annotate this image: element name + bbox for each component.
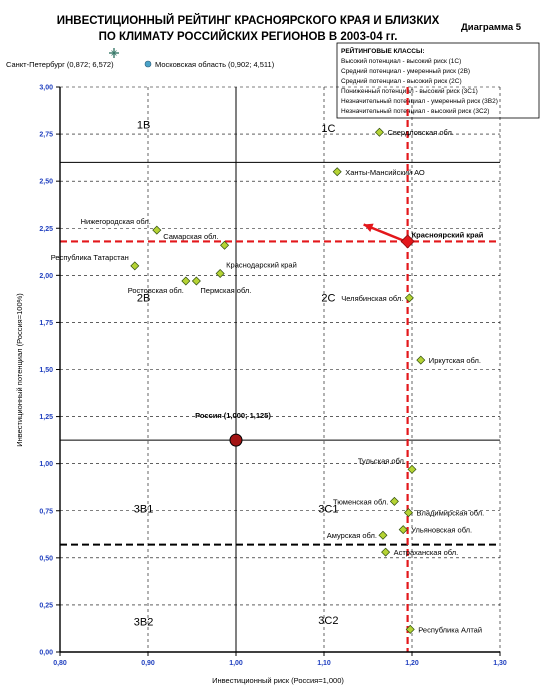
data-point-label: Амурская обл. [326,531,377,541]
chart-title-line1: ИНВЕСТИЦИОННЫЙ РЕЙТИНГ КРАСНОЯРСКОГО КРАЯ И БЛИЗКИХ [56,15,440,27]
zone-label: 1С [321,123,336,136]
y-tick-label: 2,25 [39,225,53,233]
legend-item: Средний потенциал - умеренный риск (2В) [341,68,471,75]
data-point-marker [182,277,190,285]
data-point-label: Краснодарский край [226,260,297,270]
highlight-point-label: Красноярский край [411,230,484,240]
y-tick-label: 2,00 [39,272,53,280]
data-point-marker [404,509,412,517]
outlier-label-mo: Московская область (0,902; 4,511) [155,60,275,69]
data-point-marker [131,262,139,270]
data-point-label: Владимирская обл. [416,508,485,518]
data-point-marker [192,277,200,285]
data-point-marker [382,548,390,556]
data-point-label: Республика Алтай [418,625,483,635]
data-point-label: Астраханская обл. [393,548,459,558]
zone-label: 3С2 [318,614,339,627]
outlier-marker-mo [145,60,275,69]
zone-label: 3В2 [133,616,154,629]
diagram-label: Диаграмма 5 [461,22,522,33]
y-axis-label: Инвестиционный потенциал (Россия=100%) [15,293,24,447]
russia-point-marker [230,434,242,446]
axes [39,85,507,668]
x-tick-label: 0,80 [53,660,67,667]
data-point-marker [408,465,416,473]
data-point-label: Иркутская обл. [428,356,481,366]
data-point-label: Пермская обл. [200,285,252,295]
data-point-label: Свердловская обл. [387,128,454,138]
data-point-label: Ханты-Мансийский АО [345,167,425,177]
y-tick-label: 0,75 [39,508,53,516]
legend-item: Пониженный потенциал - высокий риск (3С1) [341,88,478,95]
zone-label: 3С1 [318,503,339,516]
russia-point-label: Россия (1,000; 1,125) [195,411,271,421]
legend-title: РЕЙТИНГОВЫЕ КЛАССЫ: [341,48,425,55]
legend-item: Незначительный потенциал - высокий риск (3С2) [341,108,490,115]
data-point-label: Нижегородская обл. [80,217,151,227]
x-tick-label: 1,20 [405,660,419,667]
data-point-marker [216,269,224,277]
data-point-label: Ростовская обл. [127,285,184,295]
y-tick-label: 2,75 [39,131,53,139]
y-tick-label: 0,25 [39,602,53,610]
y-tick-label: 1,50 [39,367,53,374]
data-point-marker [153,226,161,234]
y-tick-label: 1,75 [39,319,53,327]
legend [337,43,539,118]
legend-item: Высокий потенциал - высокий риск (1С) [341,58,462,65]
outlier-label-spb: Санкт-Петербург (0,872; 6,572) [6,60,114,69]
zone-label: 3В1 [133,503,154,516]
data-point-marker [375,128,383,136]
zone-label: 2С [321,292,336,305]
y-tick-label: 0,50 [39,555,53,563]
circle-icon [145,61,151,67]
data-point-label: Челябинская обл. [341,293,404,303]
data-point-label: Республика Татарстан [50,252,129,262]
zone-label: 2В [136,292,151,305]
x-axis-label: Инвестиционный риск (Россия=1,000) [212,676,344,685]
data-point-label: Тульская обл. [357,456,406,466]
zone-label: 1В [136,119,151,132]
outlier-marker-spb [6,48,119,69]
x-tick-label: 1,00 [229,660,243,667]
data-point-label: Ульяновская обл. [411,525,473,535]
x-tick-label: 0,90 [141,660,155,667]
x-tick-label: 1,30 [493,660,507,667]
y-tick-label: 3,00 [39,84,53,92]
data-points [51,128,484,634]
star-icon [109,48,119,58]
legend-item: Средний потенциал - высокий риск (2С) [341,78,462,85]
y-tick-label: 1,00 [39,461,53,469]
chart-title-line2: ПО КЛИМАТУ РОССИЙСКИХ РЕГИОНОВ В 2003-04 гг. [98,31,398,43]
y-tick-label: 1,25 [39,414,53,422]
data-point-marker [417,356,425,364]
data-point-label: Самарская обл. [163,232,219,242]
y-tick-label: 0,00 [39,649,53,657]
data-point-marker [379,531,387,539]
data-point-marker [390,497,398,505]
data-point-marker [399,526,407,534]
data-point-marker [333,168,341,176]
x-tick-label: 1,10 [317,660,331,667]
legend-item: Незначительный потенциал - умеренный риск (3В2) [341,98,498,105]
data-point-label: Тюменская обл. [333,497,389,507]
grid-lines [60,87,500,652]
y-tick-label: 2,50 [39,178,53,186]
